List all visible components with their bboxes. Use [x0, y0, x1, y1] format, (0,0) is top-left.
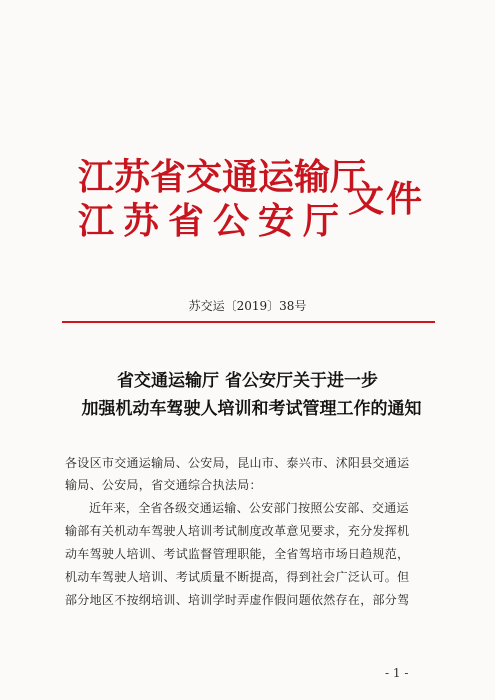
red-divider [62, 321, 435, 323]
issuer-transport-department: 江苏省交通运输厅 [78, 157, 367, 198]
body-line: 机动车驾驶人培训、考试质量不断提高，得到社会广泛认可。但 [65, 570, 410, 584]
issuer-public-security-department: 江苏省公安厅 [78, 201, 349, 242]
document-header [78, 158, 438, 258]
document-number: 苏交运〔2019〕38号 [188, 299, 307, 313]
body-line: 输部有关机动车驾驶人培训考试制度改革意见要求，充分发挥机 [65, 524, 410, 538]
body-line [65, 497, 469, 520]
document-label: 文件 [348, 179, 425, 220]
notice-title-line1: 省交通运输厅 省公安厅关于进一步 [117, 371, 378, 391]
body-line: 动车驾驶人培训、考试监督管理职能，全省驾培市场日趋规范， [65, 547, 410, 561]
body-line: 各设区市交通运输局、公安局，昆山市、泰兴市、沭阳县交通运 [65, 456, 410, 470]
page-number: - 1 - [385, 666, 409, 680]
notice-title-line2: 加强机动车驾驶人培训和考试管理工作的通知 [81, 399, 422, 419]
body-line: 输局、公安局，省交通综合执法局： [65, 478, 262, 492]
body-line: 部分地区不按纲培训、培训学时弄虚作假问题依然存在，部分驾 [65, 593, 410, 607]
body-line-text: 近年来，全省各级交通运输、公安部门按照公安部、交通运 [89, 501, 409, 515]
